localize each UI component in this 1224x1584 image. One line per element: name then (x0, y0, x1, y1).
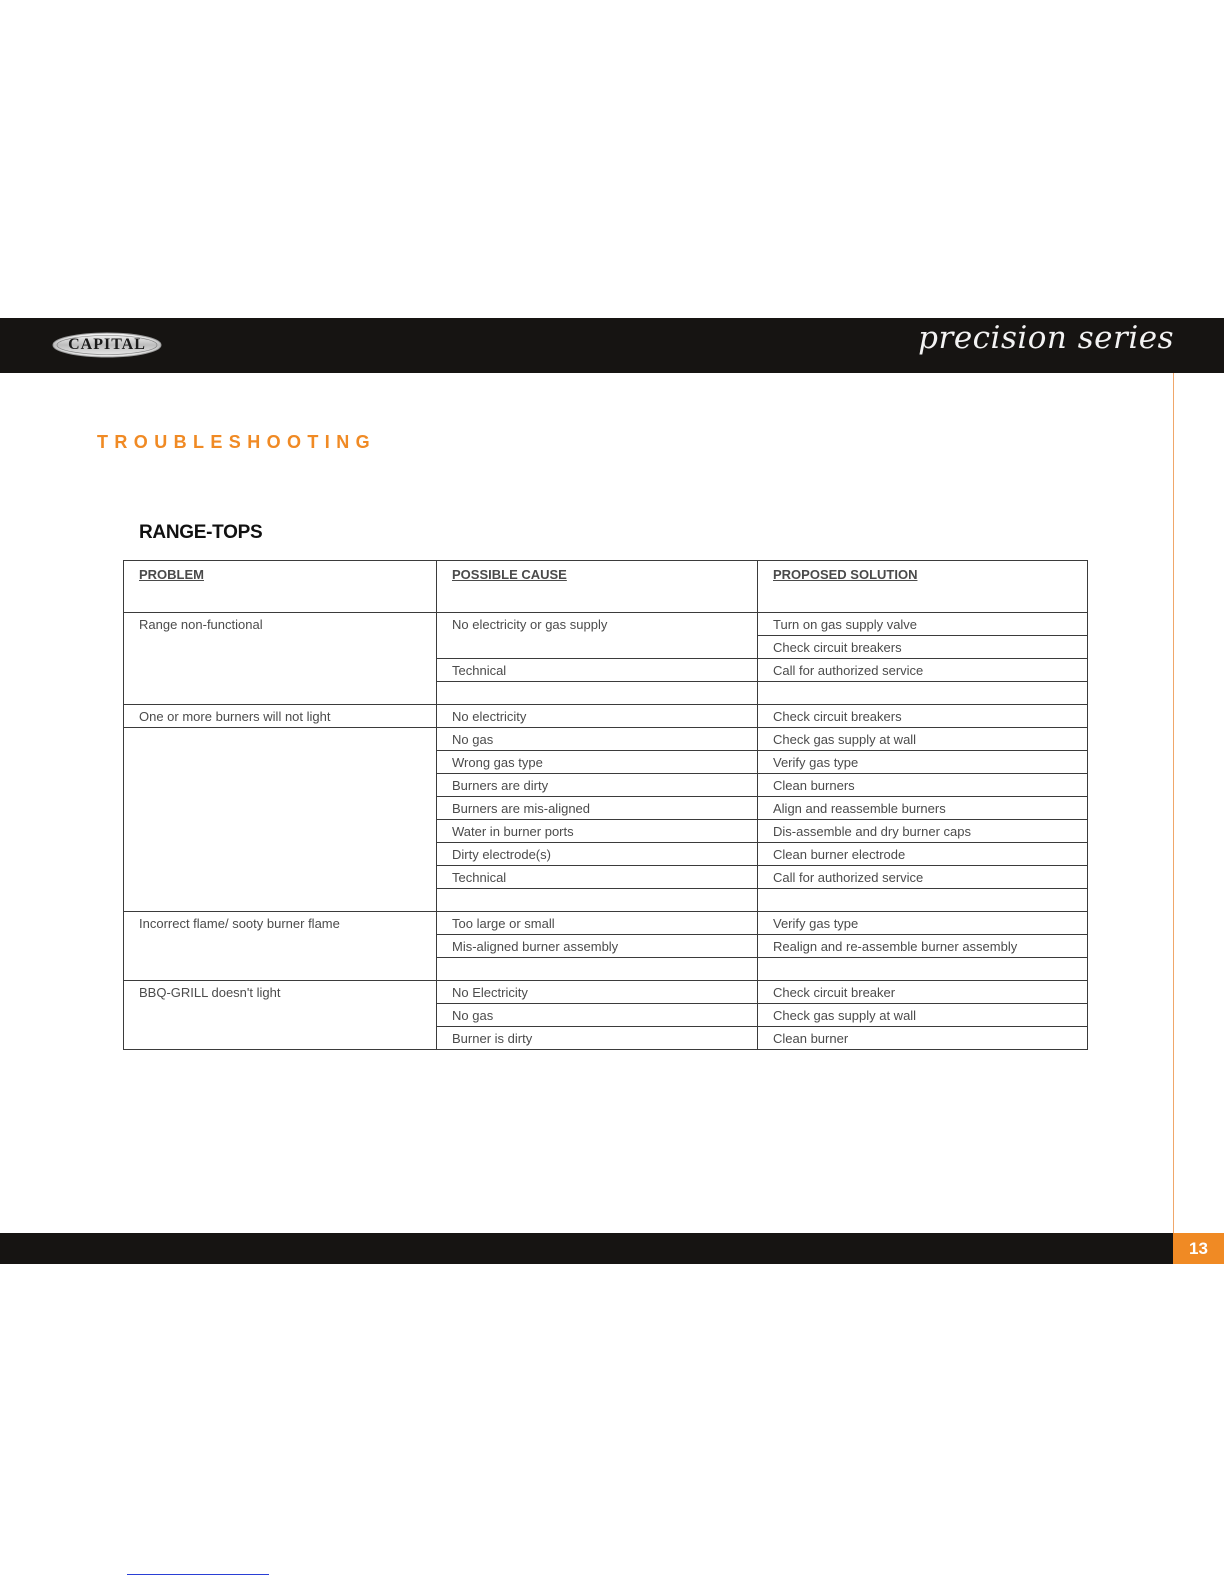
cause-cell: Mis-aligned burner assembly (437, 935, 758, 958)
table-row (124, 705, 1088, 728)
cause-cell: Too large or small (437, 912, 758, 935)
table-row (124, 981, 1088, 1004)
cause-cell: Dirty electrode(s) (437, 843, 758, 866)
column-header: POSSIBLE CAUSE (437, 561, 758, 613)
column-header: PROBLEM (124, 561, 437, 613)
problem-cell: BBQ-GRILL doesn't light (124, 981, 437, 1050)
problem-cell: Incorrect flame/ sooty burner flame (124, 912, 437, 981)
cause-cell: No gas (437, 728, 758, 751)
solution-cell: Turn on gas supply valve (758, 613, 1088, 636)
problem-cell: Range non-functional (124, 613, 437, 705)
logo-text: CAPITAL (68, 336, 146, 353)
solution-cell: Align and reassemble burners (758, 797, 1088, 820)
cause-cell (437, 889, 758, 912)
column-header: PROPOSED SOLUTION (758, 561, 1088, 613)
cause-cell (437, 958, 758, 981)
table-row (124, 728, 1088, 751)
page-number: 13 (1173, 1233, 1224, 1264)
solution-cell (758, 682, 1088, 705)
capital-logo (52, 331, 162, 359)
cause-cell: Technical (437, 659, 758, 682)
footer-bar (0, 1233, 1224, 1264)
header-bar (0, 318, 1224, 373)
cause-cell: No Electricity (437, 981, 758, 1004)
table-row (124, 613, 1088, 636)
series-title: precision series (918, 320, 1174, 356)
subsection-heading: RANGE-TOPS (139, 522, 263, 543)
solution-cell: Call for authorized service (758, 659, 1088, 682)
solution-cell (758, 889, 1088, 912)
cause-cell: No gas (437, 1004, 758, 1027)
solution-cell: Check gas supply at wall (758, 1004, 1088, 1027)
solution-cell: Check gas supply at wall (758, 728, 1088, 751)
solution-cell: Check circuit breaker (758, 981, 1088, 1004)
problem-cell: One or more burners will not light (124, 705, 437, 728)
bottom-divider-line (127, 1574, 269, 1575)
solution-cell: Check circuit breakers (758, 705, 1088, 728)
cause-cell: No electricity or gas supply (437, 613, 758, 659)
solution-cell: Realign and re-assemble burner assembly (758, 935, 1088, 958)
solution-cell: Clean burner (758, 1027, 1088, 1050)
solution-cell (758, 958, 1088, 981)
solution-cell: Verify gas type (758, 751, 1088, 774)
problem-cell-blank (124, 728, 437, 912)
cause-cell: Technical (437, 866, 758, 889)
troubleshooting-table (123, 560, 1088, 1050)
solution-cell: Dis-assemble and dry burner caps (758, 820, 1088, 843)
section-heading: TROUBLESHOOTING (97, 432, 376, 452)
solution-cell: Verify gas type (758, 912, 1088, 935)
cause-cell: Burner is dirty (437, 1027, 758, 1050)
orange-margin-rule (1173, 373, 1174, 1233)
cause-cell: Burners are mis-aligned (437, 797, 758, 820)
solution-cell: Check circuit breakers (758, 636, 1088, 659)
table-header-row (124, 561, 1088, 613)
cause-cell: Water in burner ports (437, 820, 758, 843)
solution-cell: Clean burners (758, 774, 1088, 797)
cause-cell: Wrong gas type (437, 751, 758, 774)
solution-cell: Call for authorized service (758, 866, 1088, 889)
solution-cell: Clean burner electrode (758, 843, 1088, 866)
cause-cell: No electricity (437, 705, 758, 728)
table-row (124, 912, 1088, 935)
cause-cell: Burners are dirty (437, 774, 758, 797)
cause-cell (437, 682, 758, 705)
